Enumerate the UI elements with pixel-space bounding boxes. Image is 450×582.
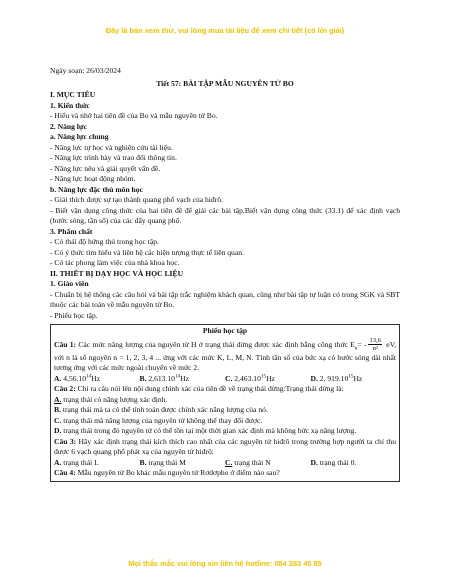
option-letter: D. (310, 373, 318, 383)
option-value: 2, 919.10 (317, 373, 349, 383)
option-letter: B. (139, 373, 147, 383)
subheading-specific-competence: b. Năng lực đặc thù môn học (50, 184, 143, 194)
question-text: Hãy xác định trạng thái kích thích cao nhất của các nguyên tử hiđrô trong trường hợp người ta chỉ thu được 6 vạch quang phổ phát xạ của nguyên tử hiđrô: (54, 436, 396, 456)
question-text: eV, với n là số nguyên n = 1, 2, 3, 4 ... ứng với các mức K, L, M, N. Tính tần số của bức xạ có bước sóng dài nhất tương ứng với các mức ngoài chuyển về mức 2. (54, 339, 397, 372)
knowledge-item: - Hiểu và nhớ hai tiên đề của Bo và mẫu nguyên tử Bo. (50, 111, 218, 120)
question-text: Mẫu nguyên tử Bo khác mẫu nguyên tử Rơdơpho ở điểm nào sau? (75, 468, 280, 477)
question-2 (54, 384, 396, 395)
list-item: - Năng lực nêu và giải quyết vấn đề. (50, 163, 161, 173)
option-a (54, 395, 396, 406)
question-1-options (54, 374, 396, 385)
subheading-teacher: 1. Giáo viên (50, 279, 89, 288)
worksheet-box (50, 324, 400, 482)
option-letter: D. (310, 457, 318, 467)
option-text: trạng thái mà ta có thể tính toán được chính xác năng lượng của nó. (60, 405, 268, 414)
section-heading-equipment: II. THIẾT BỊ DẠY HỌC VÀ HỌC LIỆU (50, 268, 184, 278)
option-text: trạng thái trong đó nguyên tử có thể tồn tại một thời gian xác định mà không bức xạ năng lượng. (61, 426, 357, 435)
section-heading-objectives: I. MỤC TIÊU (50, 90, 96, 99)
option-exponent: 15 (348, 372, 354, 379)
option-text: trạng thái 0. (317, 457, 357, 467)
subheading-competence: 2. Năng lực (50, 121, 87, 131)
subscript: n (354, 344, 358, 351)
question-label: Câu 1: (54, 339, 77, 349)
option-letter-correct: A. (54, 394, 62, 404)
worksheet-title: Phiếu học tập (202, 326, 248, 335)
option-text: trạng thái M (146, 457, 186, 467)
preview-banner: Đây là bản xem thử, vui lòng mua tài liệu để xem chi tiết (có lời giải) (105, 26, 345, 35)
option-d (54, 426, 396, 437)
option-text: trạng thái có năng lượng xác định. (61, 394, 168, 404)
option-letter: B. (139, 457, 147, 467)
list-item: - Có tác phong làm việc của nhà khoa học. (50, 258, 180, 267)
subheading-qualities: 3. Phẩm chất (50, 226, 93, 236)
option-exponent: 15 (260, 372, 267, 379)
document-body (50, 66, 400, 482)
question-label: Câu 2: (54, 384, 76, 393)
question-4 (54, 468, 396, 479)
option-d (311, 458, 397, 469)
hotline-banner: Mọi thắc mắc vui lòng xin liên hệ hotline: 084 283 45 85 (128, 559, 322, 568)
option-letter: A. (54, 457, 62, 467)
list-item: - Năng lực trình bày và trao đổi thông tin. (50, 153, 177, 162)
option-a (54, 458, 140, 469)
option-unit: Hz (353, 373, 363, 383)
list-item: - Phiếu học tập. (50, 310, 98, 320)
list-item: - Có thái độ hứng thú trong học tập. (50, 237, 159, 246)
lesson-title: Tiết 57: BÀI TẬP MẪU NGUYÊN TỬ BO (156, 78, 294, 88)
option-text: trạng thái mà năng lượng của nguyên tử không thể thay đổi được. (61, 415, 263, 425)
option-exponent: 14 (174, 372, 181, 379)
question-3 (54, 437, 396, 458)
question-label: Câu 4: (54, 468, 76, 477)
option-unit: Hz (266, 373, 275, 383)
list-item: - Chuẩn bị hệ thống các câu hỏi và bài tập trắc nghiệm khách quan, cũng như bài tập tự luận có trong SGK và SBT thuộc các bài toán về mẫu nguyên tử Bo. (50, 289, 400, 309)
option-unit: Hz (91, 373, 101, 383)
option-unit: Hz (180, 373, 189, 383)
option-letter: D. (54, 426, 62, 435)
option-value: 4,56.10 (61, 373, 87, 383)
question-label: Câu 3: (54, 436, 77, 446)
option-b (140, 458, 226, 469)
date-line: Ngày soạn: 26/03/2024 (50, 66, 121, 75)
option-d (311, 374, 397, 385)
fraction-denominator: n² (372, 345, 378, 352)
option-a (54, 374, 140, 385)
question-text: Các mức năng lượng của nguyên tử H ở trạng thái dừng được xác định bằng công thức E (76, 339, 355, 349)
option-b (54, 405, 396, 416)
subheading-general-competence: a. Năng lực chung (50, 132, 109, 141)
option-b (140, 374, 226, 385)
option-letter: C. (225, 373, 233, 383)
option-letter-correct: C. (225, 457, 233, 467)
option-c (225, 458, 311, 469)
option-c (54, 416, 396, 427)
option-c (225, 374, 311, 385)
question-text: Chỉ ra câu nói lên nội dung chính xác của tiên đề về trạng thái dừng:Trạng thái dừng là: (75, 384, 344, 393)
option-letter: B. (54, 405, 61, 414)
list-item: - Giải thích được sự tạo thành quang phổ vạch của hiđrô. (50, 195, 223, 204)
subheading-knowledge: 1. Kiến thức (50, 100, 90, 110)
list-item: - Năng lực hoạt động nhóm. (50, 174, 136, 183)
option-letter: A. (54, 373, 62, 383)
option-text: trạng thái N (232, 457, 271, 467)
option-letter: C. (54, 415, 62, 425)
list-item: - Có ý thức tìm hiểu và liên hệ các hiện tượng thực tế liên quan. (50, 247, 244, 257)
energy-fraction (368, 337, 382, 353)
list-item: - Biết vận dụng công thức của hai tiên đề để giải các bài tập.Biết vận dụng công thức (33.1) để xác định vạch (bước sóng, tần số) của các dãy quang phổ. (50, 205, 400, 225)
question-1 (54, 337, 396, 374)
option-value: 2,463.10 (232, 373, 261, 383)
equation-sign: = - (357, 339, 367, 349)
option-exponent: 14 (86, 372, 92, 379)
fraction-numerator: 13,6 (369, 336, 381, 344)
option-text: trạng thái L (61, 457, 99, 467)
question-3-options (54, 458, 396, 469)
option-value: 2,613.10 (146, 373, 175, 383)
list-item: - Năng lực tự học và nghiên cứu tài liệu. (50, 142, 173, 152)
